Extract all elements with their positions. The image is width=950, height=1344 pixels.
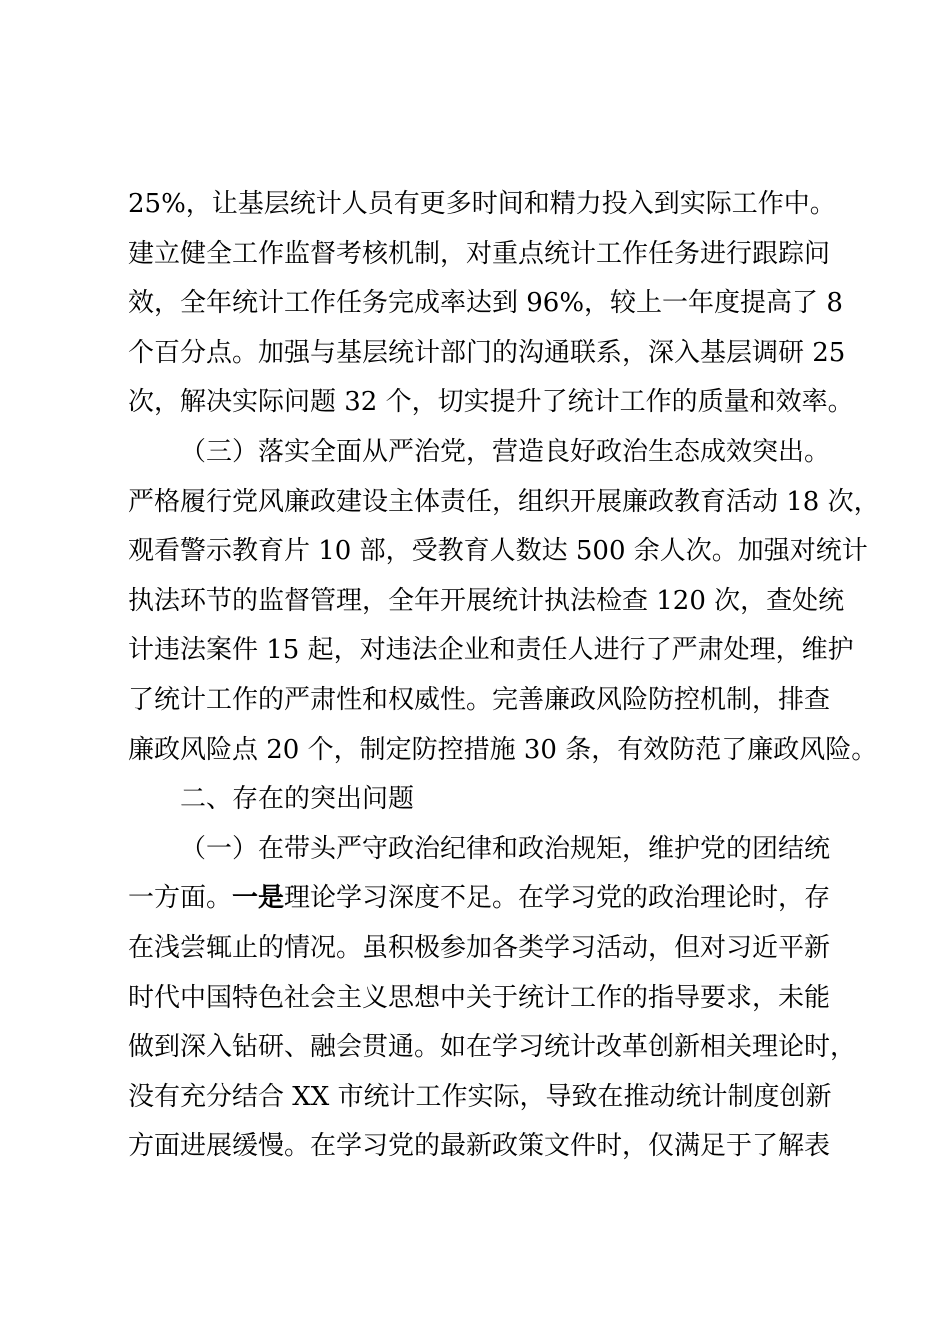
text-line: 做到深入钻研、融会贯通。如在学习统计改革创新相关理论时，: [128, 1032, 857, 1063]
text-line: [128, 874, 838, 924]
text-line: 在浅尝辄止的情况。虽积极参加各类学习活动，但对习近平新: [128, 932, 831, 963]
text-line: 严格履行党风廉政建设主体责任，组织开展廉政教育活动 18 次，: [128, 486, 880, 517]
text-line: 方面进展缓慢。在学习党的最新政策文件时，仅满足于了解表: [128, 1131, 831, 1162]
text-line: 25%，让基层统计人员有更多时间和精力投入到实际工作中。: [128, 189, 836, 219]
line-rest: 理论学习深度不足。在学习党的政治理论时，存: [284, 883, 831, 914]
text-line: 计违法案件 15 起，对违法企业和责任人进行了严肃处理，维护: [128, 635, 854, 666]
chapter-heading: 二、存在的突出问题: [180, 784, 415, 815]
line-prefix: 一方面。: [128, 883, 233, 914]
section-heading: （一）在带头严守政治纪律和政治规矩，维护党的团结统: [180, 833, 831, 864]
text-line: 观看警示教育片 10 部，受教育人数达 500 余人次。加强对统计: [128, 536, 868, 567]
text-line: 了统计工作的严肃性和权威性。完善廉政风险防控机制，排查: [128, 684, 831, 715]
text-line: 个百分点。加强与基层统计部门的沟通联系，深入基层调研 25: [128, 337, 846, 368]
text-line: 建立健全工作监督考核机制，对重点统计工作任务进行跟踪问: [128, 238, 831, 269]
text-line: 时代中国特色社会主义思想中关于统计工作的指导要求，未能: [128, 982, 831, 1013]
section-heading: （三）落实全面从严治党，营造良好政治生态成效突出。: [180, 436, 831, 467]
text-line: 没有充分结合 XX 市统计工作实际，导致在推动统计制度创新: [128, 1081, 832, 1112]
text-line: 廉政风险点 20 个，制定防控措施 30 条，有效防范了廉政风险。: [128, 734, 878, 765]
text-line: 次，解决实际问题 32 个，切实提升了统计工作的质量和效率。: [128, 387, 854, 418]
text-line: 效，全年统计工作任务完成率达到 96%，较上一年度提高了 8: [128, 288, 843, 319]
text-line: 执法环节的监督管理，全年开展统计执法检查 120 次，查处统: [128, 585, 845, 616]
bold-keyword: 一是: [232, 883, 285, 914]
document-body: [128, 180, 880, 1172]
